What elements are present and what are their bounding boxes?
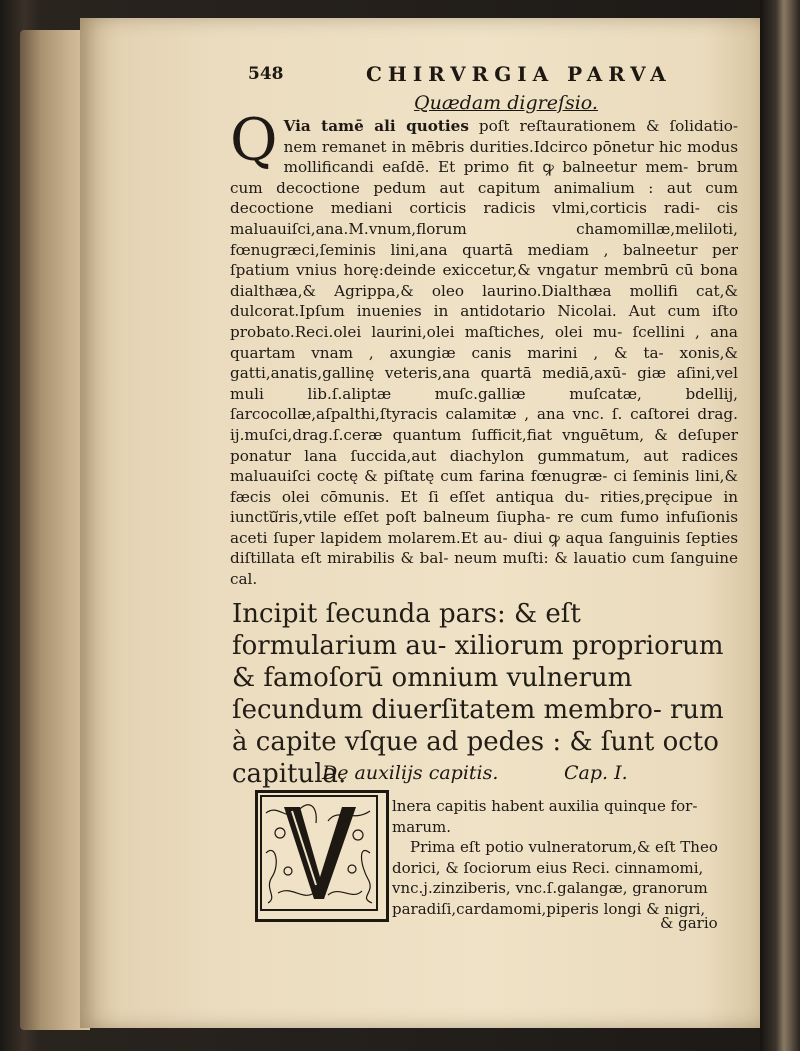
chapter-title: De auxilijs capitis. (322, 762, 499, 784)
page-header (248, 58, 728, 92)
page-number: 548 (248, 64, 284, 84)
section-subheading: Quædam digreſsio. (414, 92, 598, 114)
right-page-edge (760, 0, 800, 1051)
incipit-heading: Incipit ſecunda pars: & eſt formularium au- xiliorum propriorum & famoſorū omnium vulnerum ſecundum diuerſitatem membro- rum à capite vſque ad pedes : & ſunt octo capitula. (232, 599, 724, 789)
chapter-line-2: Prima eſt potio vulneratorum,& eſt Theo dorici, & ſociorum eius Reci. cinnamomi, vnc.j.zinziberis, vnc.ſ.galangæ, granorum paradiſi,cardamomi,piperis longi & nigri, (392, 838, 718, 918)
chapter-line-1: lnera capitis habent auxilia quinque for- marum. (392, 797, 698, 836)
woodcut-ornament-icon (258, 793, 380, 913)
chapter-text (392, 796, 730, 919)
running-head: CHIRVRGIA PARVA (366, 62, 672, 86)
drop-cap-letter: Q (230, 106, 278, 174)
catchword: & gario (660, 914, 718, 932)
chapter-number: Cap. I. (564, 762, 628, 784)
woodcut-initial-v (255, 790, 389, 922)
paragraph-opening-words: Via tamē ali quoties (283, 117, 469, 135)
main-paragraph (230, 106, 739, 590)
chapter-heading (322, 762, 742, 788)
paragraph-body: poſt reſtaurationem & ſolidatio- nem remanet in mēbris durities.Idcirco pōnetur hic modus mollificandi eaſdē. Et primo fit ꝙ balneetur mem- brum cum decoctione pedum aut capitum animalium : aut cum decoctione mediani corticis radicis vlmi,corticis radi- cis maluauiſci,ana.M.vnum,florum chamomillæ,meliloti, fœnugræci,ſeminis lini,ana quartā mediam , balneetur per ſpatium vnius horę:deinde exiccetur,& vngatur membrū cū bona dialthæa,& Agrippa,& oleo laurino.Dialthæa mollifi cat,& dulcorat.Ipſum inuenies in antidotario Nicolai. Aut cum iſto probato.Reci.olei laurini,olei maſtiches, olei mu- ſcellini , ana quartam vnam , axungiæ canis marini , & ta- xonis,& gatti,anatis,gallinę veteris,ana quartā mediā,axū- giæ aſini,vel muli lib.ſ.aliptæ muſc.galliæ muſcatæ, bdellij, ſarcocollæ,aſpalthi,ſtyracis calamitæ , ana vnc. ſ. caſtorei drag. ij.muſci,drag.ſ.ceræ quantum ſufficit,fiat vnguētum, & deſuper ponatur lana ſuccida,aut diachylon gummatum, aut radices maluauiſci coctę & piſtatę cum farina fœnugræ- ci ſeminis lini,& fæcis olei cōmunis. Et ſi eſſet antiqua du- rities,pręcipue in iunctuᷓris,vtile eſſet poſt balneum ſiupha- re cum fumo infuſionis aceti ſuper lapidem molarem.Et au- diui ꝙ aqua ſanguinis ſepties diſtillata eſt mirabilis & bal- neum muſti: & lauatio cum ſanguine cal. (230, 117, 739, 589)
